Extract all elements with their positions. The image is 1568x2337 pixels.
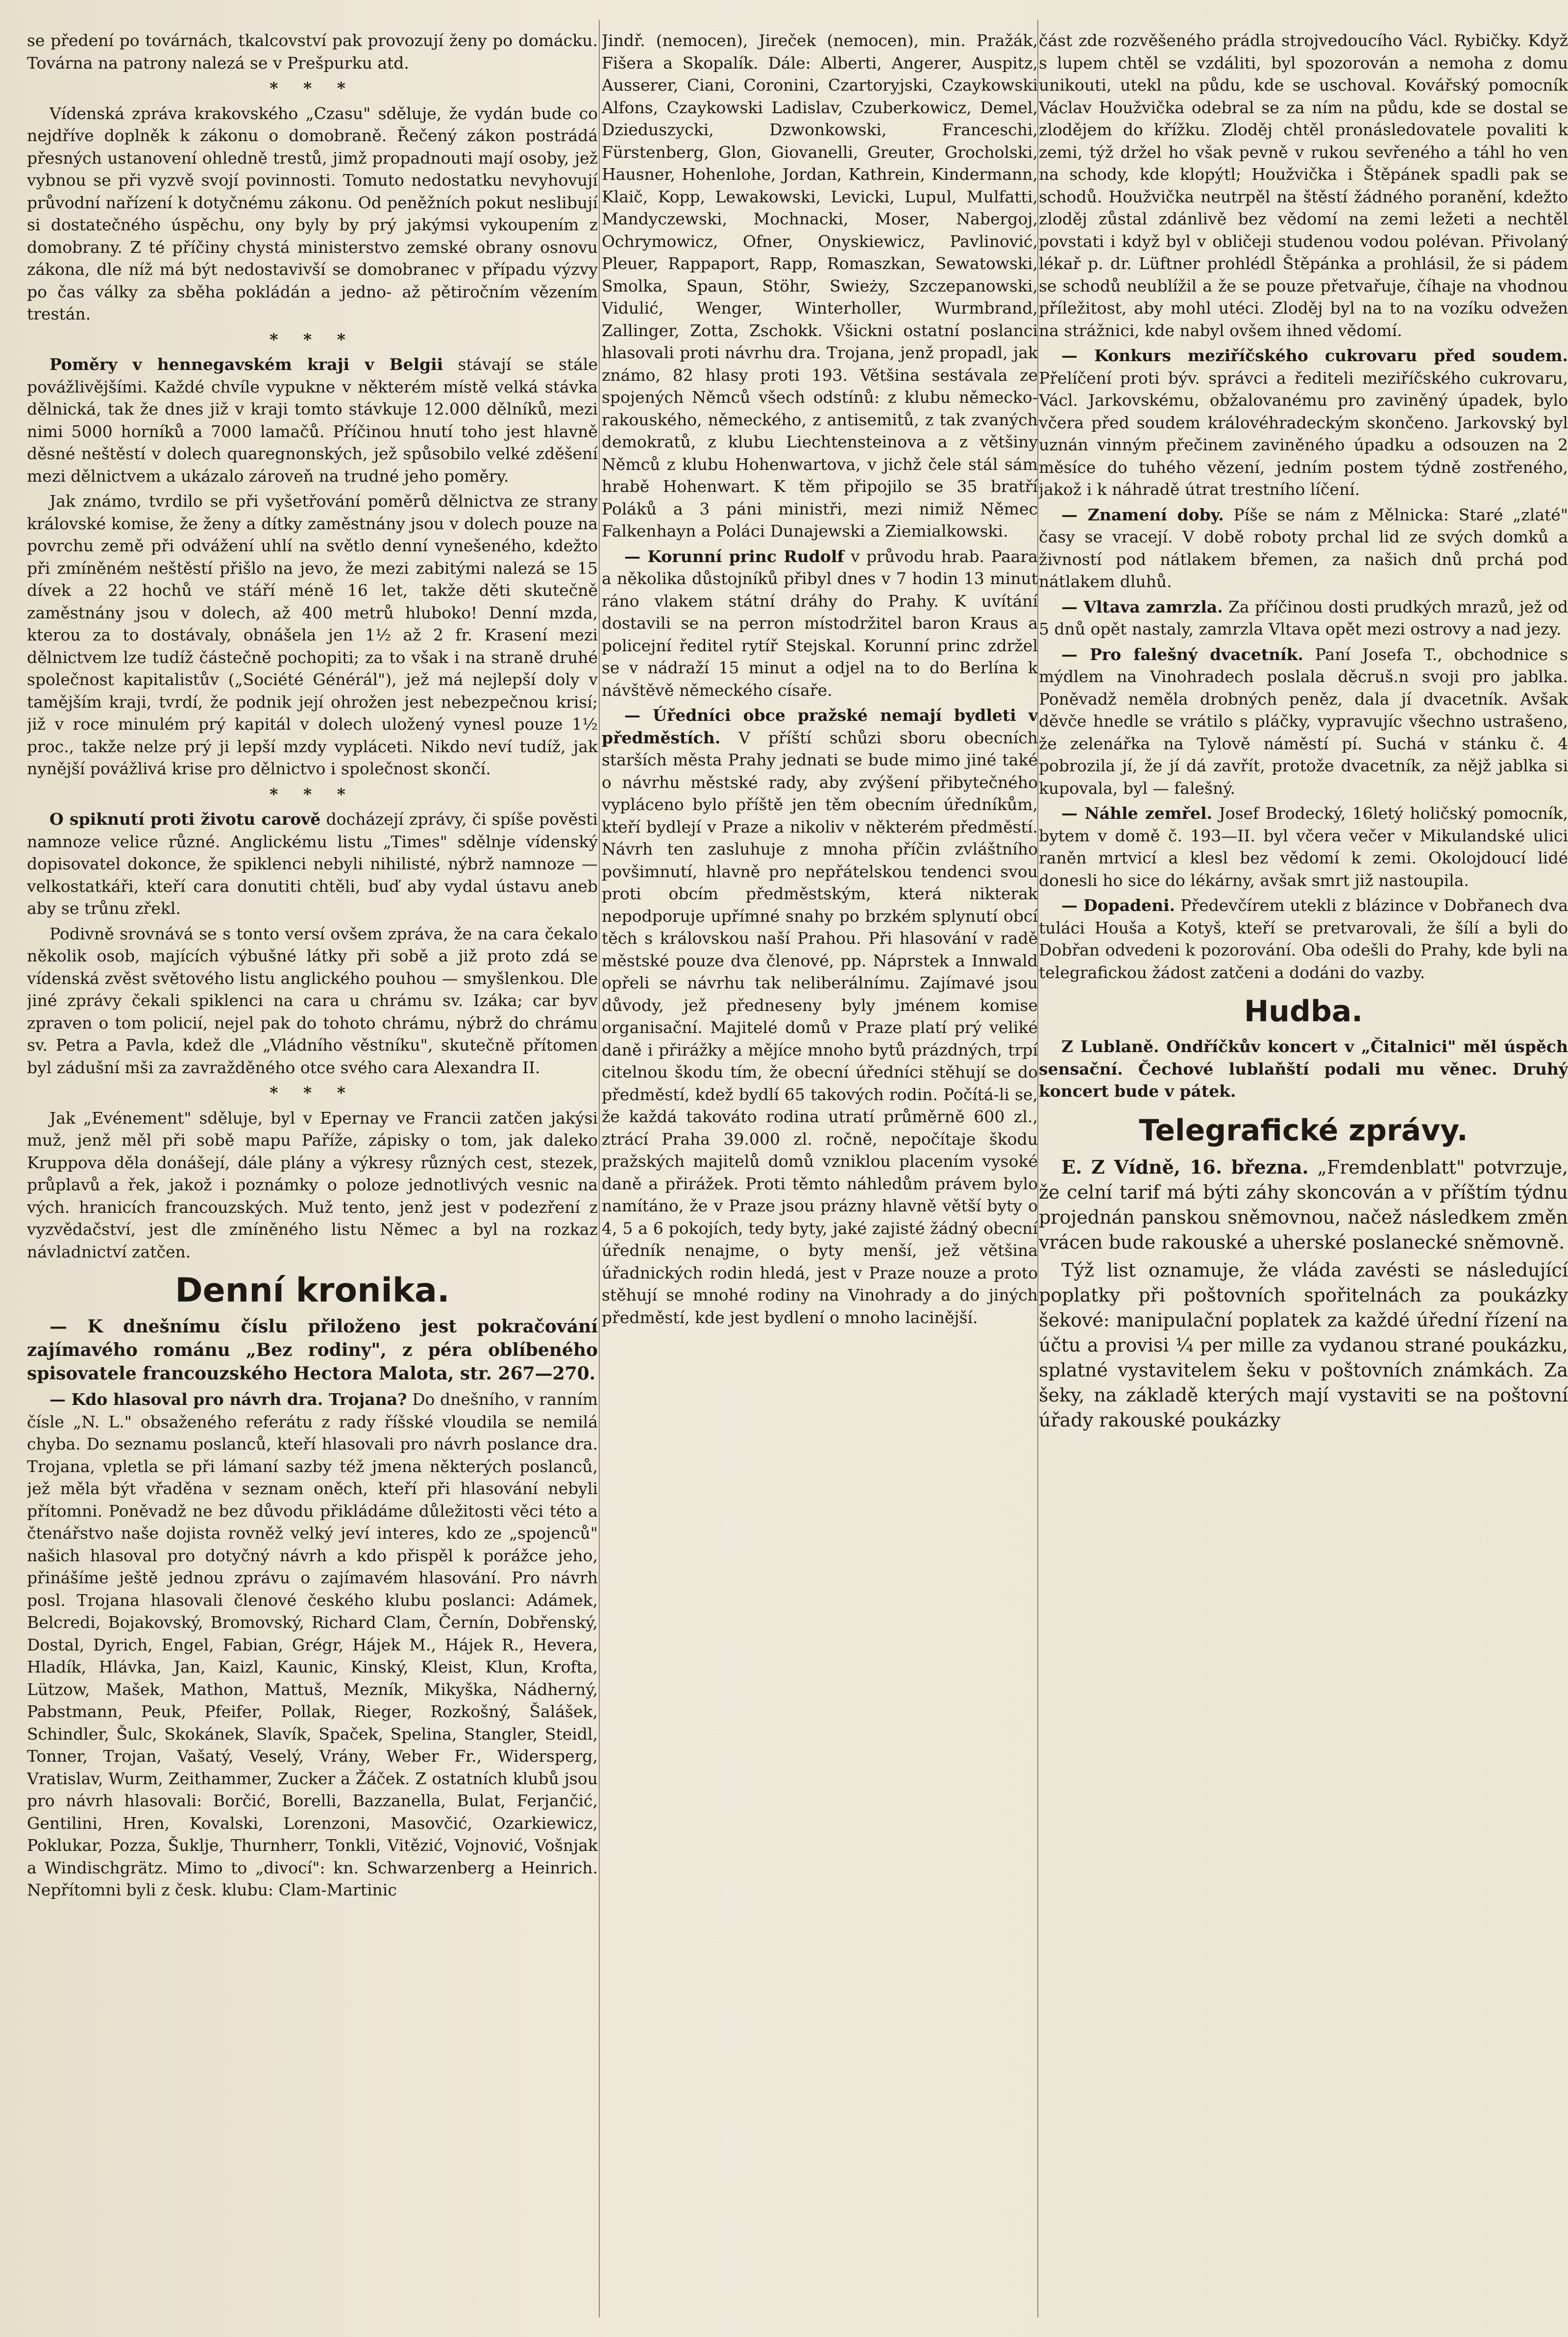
article-paragraph: [1039, 1155, 1568, 1255]
article-lead: — Pro falešný dvacetník.: [1061, 644, 1303, 664]
section-separator: * * *: [270, 1083, 355, 1102]
article-text: Píše se nám z Mělnicka: Staré „zlaté" časy se vracejí. V době roboty prchal lid ze svých domků a živností pod nátlakem břemen, za našich dnů prchá pod nátlakem dluhů.: [1039, 505, 1568, 591]
column-2: [602, 29, 1038, 2308]
article-text: Josef Brodecký, 16letý holičský pomocník, bytem v domě č. 193—II. byl včera večer v Mikulandské ulici raněn mrtvicí a klesl bez vědomí k zemi. Okolojdoucí lidé donesli ho sice do lékárny, avšak smrt již nastoupila.: [1039, 804, 1568, 890]
article-lead: Poměry v hennegavském kraji v Belgii: [49, 355, 443, 374]
article-paragraph: Týž list oznamuje, že vláda zavésti se následující poplatky při poštovních spořitelnách za poukázky šekové: manipulační poplatek za každé úřední řízení na účtu a provisi ¼ per mille za vydanou strané poukázku, splatné vystavitelem šeku v poštovních známkách. Za šeky, na základě kterých mají vystaviti se na poštovní úřady rakouské poukázky: [1039, 1259, 1568, 1431]
article-text: Za příčinou dosti prudkých mrazů, jež od 5 dnů opět nastaly, zamrzla Vltava opět mezi ostrovy a nad jezy.: [1039, 597, 1568, 639]
article-text: Předevčírem utekli z blázince v Dobřanech dva tuláci Houša a Kotyš, kteří se pretvarovali, že šílí a byli do Dobřan odvedeni k pozorování. Oba odešli do Prahy, kde byli na telegrafickou žádost zatčeni a dodáni do vazby.: [1039, 896, 1568, 982]
article-paragraph: [602, 545, 1038, 702]
article-paragraph: [1039, 344, 1568, 501]
article-paragraph: [1039, 504, 1568, 593]
article-lead: — Konkurs meziříčského cukrovaru před soudem.: [1061, 346, 1568, 365]
article-paragraph: [27, 353, 598, 487]
article-lead: — Úředníci obce pražské nemají bydleti v předměstích.: [602, 706, 1038, 747]
article-paragraph: [1039, 894, 1568, 984]
article-paragraph: [1039, 1035, 1568, 1103]
article-text: „Fremdenblatt" potvrzuje, že celní tarif má býti záhy skoncován a v příštím týdnu projednán panskou sněmovnou, načež následkem změn vrácen bude rakouské a uherské poslanecké sněmovně.: [1039, 1156, 1568, 1253]
article-paragraph: Jak „Evénement" sděluje, byl v Epernay ve Francii zatčen jakýsi muž, jenž měl při sobě mapu Paříže, zápisky o tom, jak daleko Kruppova děla donášejí, dále plány a výkresy různých cest, stezek, průplavů a řek, jakož i poznámky o poloze jednotlivých vesnic na vých. hranicích francouzských. Muž tento, jenž jest v podezření z vyzvědačství, jest dle zmíněného listu Němec a byl na rozkaz návladnictví zatčen.: [27, 1108, 598, 1261]
article-lead: — Dopadeni.: [1061, 896, 1176, 915]
article-lead: — Vltava zamrzla.: [1061, 597, 1223, 616]
article-paragraph: [27, 1388, 598, 1901]
article-lead: O spiknutí proti životu carově: [49, 810, 321, 829]
article-paragraph: Jak známo, tvrdilo se při vyšetřování poměrů dělnictva ze strany královské komise, že ženy a dítky zaměstnány jsou v dolech pouze na povrchu země při odvážení uhlí na světlo denní vynešeného, kdežto při zmíněném neštěstí přišlo na jevo, že mezi zabitými nalezá se 15 dívek a 22 hochů ve stáří méně 16 let, takže děti skutečně zaměstnány jsou v dolech, až 400 metrů hluboko! Denní mzda, kterou za to dostávaly, obnášela jen 1½ až 2 fr. Krasení mezi dělnictvem lze tudíž částečně pochopiti; za to však i na straně druhé společnost kapitalistův („Société Générál"), jež má nejlepší doly v tamějším kraji, tvrdí, že podnik její ohrožen jest nebezpečnou krisí; již v roce minulém prý kapitál v dolech uložený vynesl pouze 1½ proc., takže nelze prý ji lepší mzdy vypláceti. Nikdo neví tudíž, jak nynější povážlivá krise pro dělnictvo i společnost skončí.: [27, 492, 598, 778]
article-paragraph: část zde rozvěšeného prádla strojvedoucího Václ. Rybičky. Když s lupem chtěl se vzdáliti, byl spozorován a nemoha z domu unikouti, utekl na půdu, kde se uschoval. Kovářský pomocník Václav Houžvička odebral se za ním na půdu, kde se dostal se zlodějem do křížku. Zloděj chtěl pronásledovatele povaliti k zemi, týž držel ho však pevně v rukou sevřeného a táhl ho ven na schody, kde klopýtl; Houžvička i Štěpánek spadli pak se schodů. Houžvička neutrpěl na štěstí žádného poranění, kdežto zloděj zůstal zdánlivě bez vědomí na zemi ležeti a nechtěl povstati i když byl v obličeji studenou vodou polévan. Přivolaný lékař p. dr. Lüftner prohlédl Štěpánka a prohlásil, že si pádem se schodů neublížil a že se pouze přetvařuje, číhaje na vhodnou příležitost, aby mohl utéci. Zloděj byl na to na vozíku odvežen na strážnici, kde nabyl ovšem ihned vědomí.: [1039, 31, 1568, 340]
article-paragraph: Jindř. (nemocen), Jireček (nemocen), min. Pražák, Fišera a Skopalík. Dále: Alberti, Angerer, Auspitz, Ausserer, Ciani, Coronini, Czartoryjski, Czaykowski Alfons, Czaykowski Ladislav, Czuberkowicz, Demel, Dzieduszycki, Dzwonkowski, Franceschi, Fürstenberg, Glon, Giovanelli, Greuter, Grocholski, Hausner, Hohenlohe, Jordan, Kathrein, Kindermann, Klaič, Kopp, Lewakowski, Levicki, Lupul, Mulfatti, Mandyczewski, Mochnacki, Moser, Nabergoj, Ochrymowicz, Ofner, Onyskiewicz, Pavlinović, Pleuer, Rappaport, Rapp, Romaszkan, Sewatowski, Smolka, Spaun, Stöhr, Swieży, Szczepanowski, Vidulić, Wenger, Winterholler, Wurmbrand, Zallinger, Zotta, Zschokk. Všickni ostatní poslanci hlasovali proti návrhu dra. Trojana, jenž propadl, jak známo, 82 hlasy proti 193. Většina sestávala ze spojených Němců všech odstínů: z klubu německo-rakouského, německého, z antisemitů, z tak zvaných demokratů, z klubu Liechtensteinova a z většiny Němců z klubu Hohenwartova, v jichž čele stál sám hrabě Hohenwart. K těm připojilo se 35 bratří Poláků a 3 páni ministři, mezi nimiž Němec Falkenhayn a Poláci Dunajewski a Ziemialkowski.: [602, 31, 1038, 541]
section-heading-telegraph: Telegrafické zprávy.: [1139, 1113, 1468, 1148]
article-paragraph: [1039, 643, 1568, 800]
article-text: Paní Josefa T., obchodnice s mýdlem na Vinohradech poslala děcruš.n svoji pro jablka. Poněvadž neměla drobných peněz, dala jí dvacetník. Avšak děvče hnedle se vrátilo s pláčky, vypravujíc všechno ustrašeno, že zelenářka na Tylově náměstí pí. Suchá v stánku č. 4 pobrozila jí, že jí dá zavřít, protože dvacetník, za nějž jablka si kupovala, byl — falešný.: [1039, 644, 1568, 798]
column-1: [27, 29, 598, 2308]
article-paragraph: [1039, 596, 1568, 640]
article-text: V příští schůzi sboru obecních starších města Prahy jednati se bude mimo jiné také o návrhu městské rady, aby zvýšení přibytečného vypláceno bylo příště jen těm obecním úředníkům, kteří bydlejí v Praze a nikoliv v některém předměstí. Návrh ten zasluhuje z mnoha příčin zvláštního povšimnutí, hlavně pro nepřátelskou tendenci svou proti obcím předměstským, která nikterak nepodporuje upřímné snahy po brzkém splynutí obcí těch s královskou naší Prahou. Při hlasování v radě městské pouze dva členové, pp. Náprstek a Innwald opřeli se návrhu tak neliberálnímu. Zajímavé jsou důvody, jež předneseny byly jménem komise organisační. Majitelé domů v Praze platí prý veliké daně i přirážky a mějíce mnoho bytů prázdných, trpí citelnou škodu tím, že obecní úředníci stěhují se do předměstí, kdež bydlí 65 takových rodin. Počítá-li se, že každá takováto rodina utratí průměrně 600 zl., ztrácí Praha 39.000 zl. ročně, nepočítaje škodu pražských majitelů domů vzniklou placením vysoké daně a přirážek. Proti těmto náhledům právem bylo namítáno, že v Praze jsou prázny hlavně větší byty o 4, 5 a 6 pokojích, tedy byty, jaké zajisté žádný obecní úředník nenajme, o byty menší, jež většina úřadnických rodin hledá, jest v Praze nouze a proto stěhují se mnohé rodiny na Vinohrady a do jiných předměstí, kde jest bydlení o mnoho lacinější.: [602, 728, 1038, 1327]
article-text: docházejí zprávy, či spíše pověsti namnoze velice různé. Anglickému listu „Times" sdělnje vídenský dopisovatel dokonce, že spiklenci nebyli nihilisté, nýbrž namnoze — velkostatkáři, kteří cara donutiti chtěli, buď aby vydal ústavu aneb aby se trůnu zřekl.: [27, 810, 598, 918]
supplement-notice: — K dnešnímu číslu přiloženo jest pokračování zajímavého románu „Bez rodiny", z péra oblíbeného spisovatele francouzského Hectora Malota, str. 267—270.: [27, 1316, 598, 1384]
section-heading-daily-chronicle: Denní kronika.: [175, 1271, 450, 1310]
article-paragraph: se předení po továrnách, tkalcovství pak provozují ženy po domácku. Továrna na patrony nalezá se v Prešpurku atd.: [27, 31, 598, 73]
article-lead: Z Lublaně. Ondříčkův koncert v „Čitalnici": [1061, 1037, 1456, 1056]
article-paragraph: [1039, 802, 1568, 891]
column-3: [1039, 29, 1568, 2308]
section-separator: * * *: [270, 78, 355, 98]
article-text: v průvodu hrab. Paara a několika důstojníků přibyl dnes v 7 hodin 13 minut ráno vlakem státní dráhy do Prahy. K uvítání dostavili se na perron místodržitel baron Kraus a policejní ředitel rytíř Stejskal. Korunní princ zdržel se v nádraží 15 minut a odjel na to do Berlína k návštěvě německého císaře.: [602, 546, 1038, 700]
article-paragraph: [602, 704, 1038, 1328]
section-heading-music: Hudba.: [1244, 994, 1363, 1029]
article-text: měl úspěch sensační. Čechové lublaňští podali mu věnec. Druhý koncert bude v pátek.: [1039, 1037, 1568, 1101]
article-text: Do dnešního, v ranním čísle „N. L." obsaženého referátu z rady říšské vloudila se nemilá chyba. Do seznamu poslanců, kteří hlasovali pro návrh poslance dra. Trojana, vpletla se při lámaní sazby též jmena některých poslanců, jež měla být vřaděna v seznam oněch, kteří při hlasování nebyli přítomni. Poněvadž ne bez důvodu přikládáme důležitosti věci této a čtenářstvo naše dojista rovněž velký jeví interes, kdo ze „spojenců" našich hlasoval pro dotyčný návrh a kdo přispěl k porážce jeho, přinášíme ještě jednou zprávu o zajímavém hlasování. Pro návrh posl. Trojana hlasovali členové českého klubu poslanci: Adámek, Belcredi, Bojakovský, Bromovský, Richard Clam, Černín, Dobřenský, Dostal, Dyrich, Engel, Fabian, Grégr, Hájek M., Hájek R., Hevera, Hladík, Hlávka, Jan, Kaizl, Kaunic, Kinský, Kleist, Klun, Krofta, Lützow, Mašek, Mathon, Mattuš, Mezník, Mikyška, Nádherný, Pabstmann, Peuk, Pfeifer, Pollak, Rieger, Rozkošný, Šalášek, Schindler, Šulc, Skokánek, Slavík, Spaček, Spelina, Stangler, Steidl, Tonner, Trojan, Vašatý, Veselý, Vrány, Weber Fr., Widersperg, Vratislav, Wurm, Zeithammer, Zucker a Žáček. Z ostatních klubů jsou pro návrh hlasovali: Borčić, Borelli, Bazzanella, Bulat, Ferjančić, Gentilini, Hren, Kovalski, Lorenzoni, Masovčić, Ozarkiewicz, Poklukar, Pozza, Šuklje, Thurnherr, Tonkli, Vitězić, Vojnović, Vošnjak a Windischgrätz. Mimo to „divocí": kn. Schwarzenberg a Heinrich. Nepřítomni byli z česk. klubu: Clam-Martinic: [27, 1390, 598, 1899]
article-text: Přelíčení proti býv. správci a řediteli meziříčského cukrovaru, Václ. Jarkovskému, obžalovanému pro zaviněný úpadek, bylo včera před soudem královéhradeckým skončeno. Jarkovský byl uznán vinným přečinem zaviněného úpadku a odsouzen na 2 měsíce do tuhého vězení, jedním postem týdně zostřeného, jakož i k náhradě útrat trestního líčení.: [1039, 368, 1568, 499]
article-paragraph: Podivně srovnává se s tonto versí ovšem zpráva, že na cara čekalo několik osob, majících výbušné látky při sobě a již proto zdá se vídenská zvěst světového listu anglického pouhou — smyšlenkou. Dle jiné zprávy čekali spiklenci na cara u chrámu sv. Izáka; car byv zpraven o tom policií, nejel pak do tohoto chrámu, nýbrž do chrámu sv. Petra a Pavla, kdež dle „Vládního věstníku", skutečně přítomen byl zádušní mši za zavražděného otce svého cara Alexandra II.: [27, 924, 598, 1077]
article-lead: — Korunní princ Rudolf: [624, 546, 844, 566]
article-paragraph: Vídenská zpráva krakovského „Czasu" sděluje, že vydán bude co nejdříve doplněk k zákonu o domobraně. Řečený zákon postrádá přesných ustanovení ohledně trestů, jimž propadnouti mají osoby, jež vybnou se při vyzvě svojí povinnosti. Tomuto nedostatku nevyhovují průvodní nařízení k dotyčnému zákonu. Od peněžních pokut neslibují si dostatečného úspěchu, ony byly by prý jakýmsi vykoupením z domobrany. Z té příčiny chystá ministerstvo zemské obrany osnovu zákona, dle níž má být nedostavivší se domobranec v případu výzvy po čas války za sběha pokládán a jedno- až pětiročním vězením trestán.: [27, 103, 598, 323]
article-lead: — Náhle zemřel.: [1061, 804, 1213, 823]
section-separator: * * *: [270, 784, 355, 804]
article-paragraph: [27, 808, 598, 920]
article-lead: — Kdo hlasoval pro návrh dra. Trojana?: [49, 1390, 407, 1409]
section-separator: * * *: [270, 329, 355, 349]
article-lead: — Znamení doby.: [1061, 505, 1224, 524]
column-rule: [599, 20, 600, 2317]
article-lead: E. Z Vídně, 16. března.: [1061, 1156, 1309, 1178]
article-text: stávají se stále povážlivějšími. Každé chvíle vypukne v některém místě velká stávka dělnická, tak že dnes již v kraji tomto stávkuje 12.000 dělníků, mezi nimi 5000 horníků a 7000 lamačů. Příčinou hnutí toho jest hlavně děsné neštěstí v dolech quaregnonských, jež spůsobilo velké zděšení mezi dělnictvem a ukázalo zároveň na trudné jeho poměry.: [27, 355, 598, 486]
